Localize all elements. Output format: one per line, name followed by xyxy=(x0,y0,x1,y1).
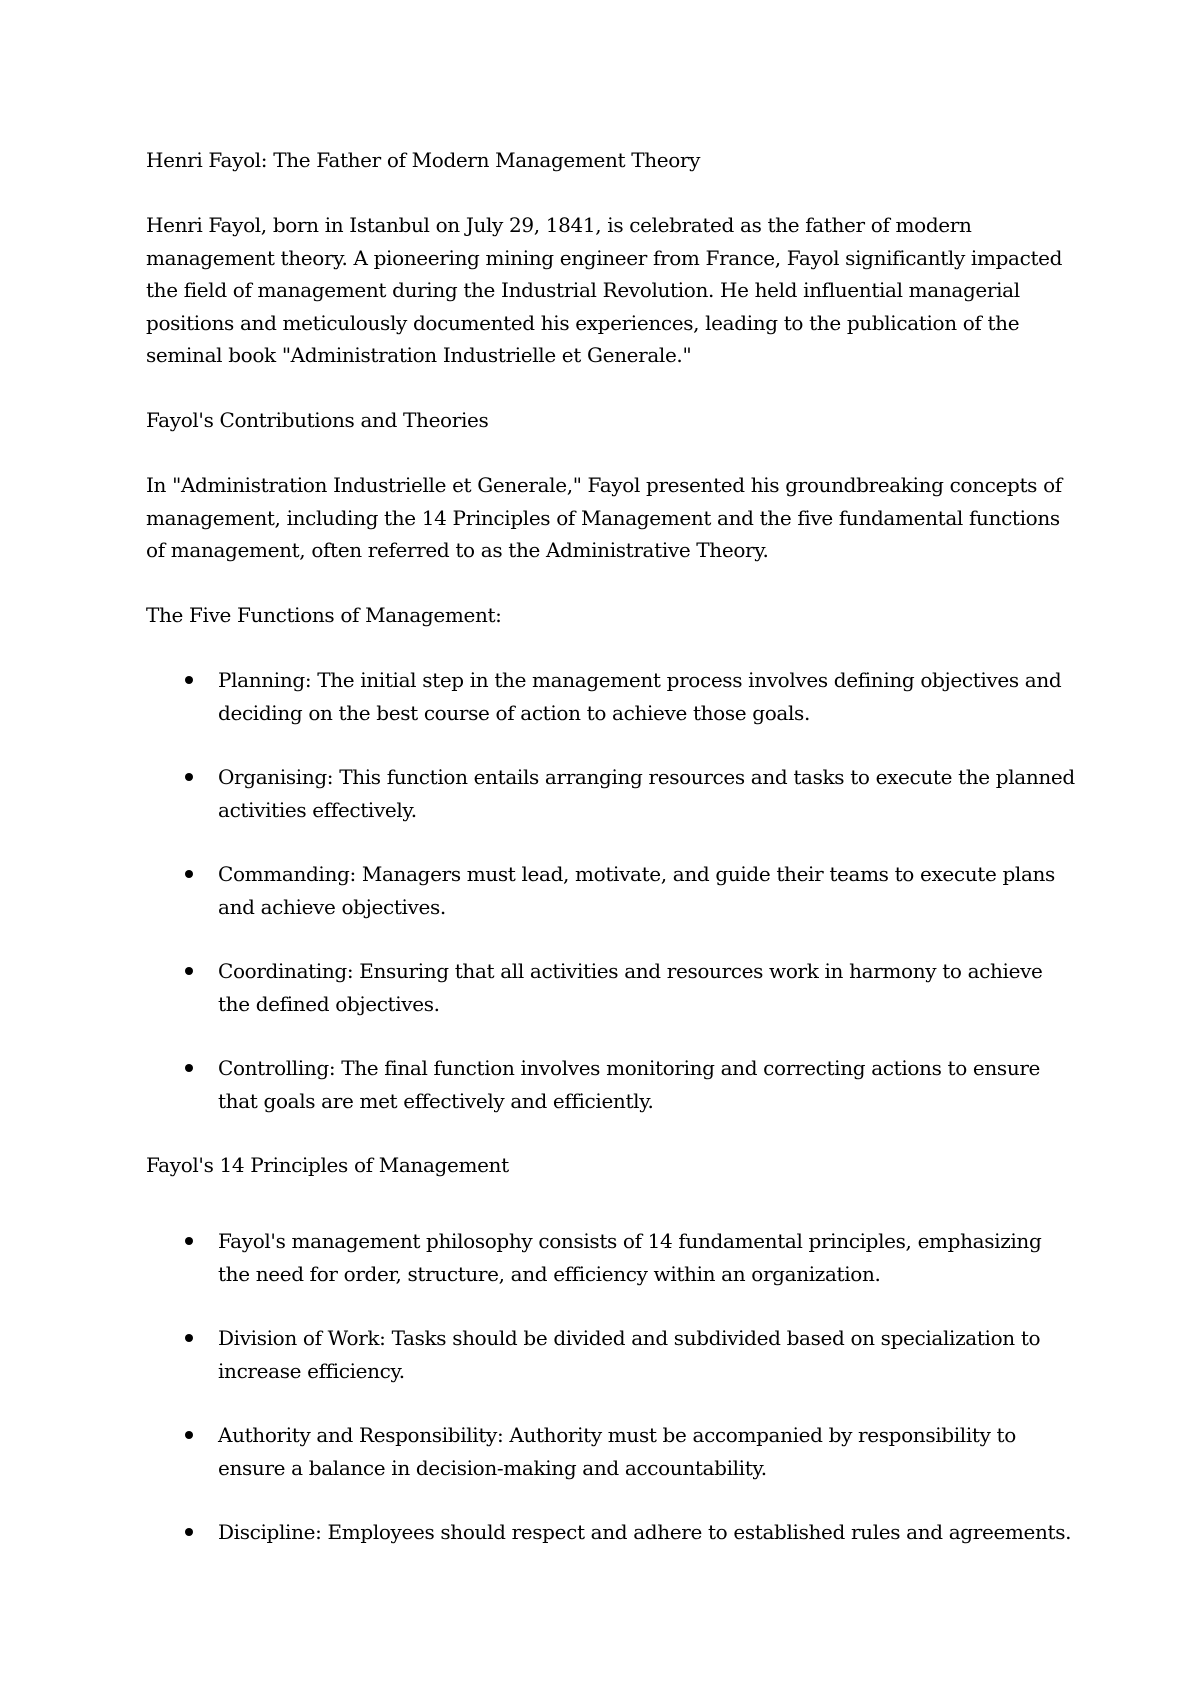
principle-overview: Fayol's management philosophy consists of 14 fundamental principles, emphasizing the need for order, structure, and efficiency within an organization. xyxy=(218,1229,1042,1286)
principle-authority: Authority and Responsibility: Authority must be accompanied by responsibility to ensure a balance in decision-making and accountability. xyxy=(218,1423,1016,1480)
bullet-icon xyxy=(183,1322,195,1355)
contributions-heading: Fayol's Contributions and Theories xyxy=(146,408,489,432)
principles-heading: Fayol's 14 Principles of Management xyxy=(146,1153,509,1177)
intro-paragraph: Henri Fayol, born in Istanbul on July 29, 1841, is celebrated as the father of modern management theory. A pioneering mining engineer from France, Fayol significantly impacted the field of management during the Industrial Revolution. He held influential managerial positions and meticulously documented his experiences, leading to the publication of the seminal book "Administration Industrielle et Generale." xyxy=(146,213,1063,367)
function-commanding: Commanding: Managers must lead, motivate, and guide their teams to execute plans and achieve objectives. xyxy=(218,862,1055,919)
functions-heading: The Five Functions of Management: xyxy=(146,603,502,627)
contributions-paragraph: In "Administration Industrielle et Generale," Fayol presented his groundbreaking concepts of management, including the 14 Principles of Management and the five fundamental functions of management, often referred to as the Administrative Theory. xyxy=(146,473,1062,562)
function-planning: Planning: The initial step in the management process involves defining objectives and deciding on the best course of action to achieve those goals. xyxy=(218,668,1062,725)
bullet-icon xyxy=(183,1419,195,1452)
bullet-icon xyxy=(183,664,195,697)
principle-division-of-work: Division of Work: Tasks should be divided and subdivided based on specialization to increase efficiency. xyxy=(218,1326,1041,1383)
principle-discipline: Discipline: Employees should respect and adhere to established rules and agreements. xyxy=(218,1520,1072,1544)
bullet-icon xyxy=(183,761,195,794)
bullet-icon xyxy=(183,1225,195,1258)
bullet-icon xyxy=(183,1516,195,1549)
function-organising: Organising: This function entails arranging resources and tasks to execute the planned activities effectively. xyxy=(218,765,1075,822)
document-title: Henri Fayol: The Father of Modern Management Theory xyxy=(146,148,701,172)
bullet-icon xyxy=(183,955,195,988)
bullet-icon xyxy=(183,858,195,891)
bullet-icon xyxy=(183,1052,195,1085)
function-controlling: Controlling: The final function involves monitoring and correcting actions to ensure that goals are met effectively and efficiently. xyxy=(218,1056,1041,1113)
function-coordinating: Coordinating: Ensuring that all activities and resources work in harmony to achieve the defined objectives. xyxy=(218,959,1043,1016)
